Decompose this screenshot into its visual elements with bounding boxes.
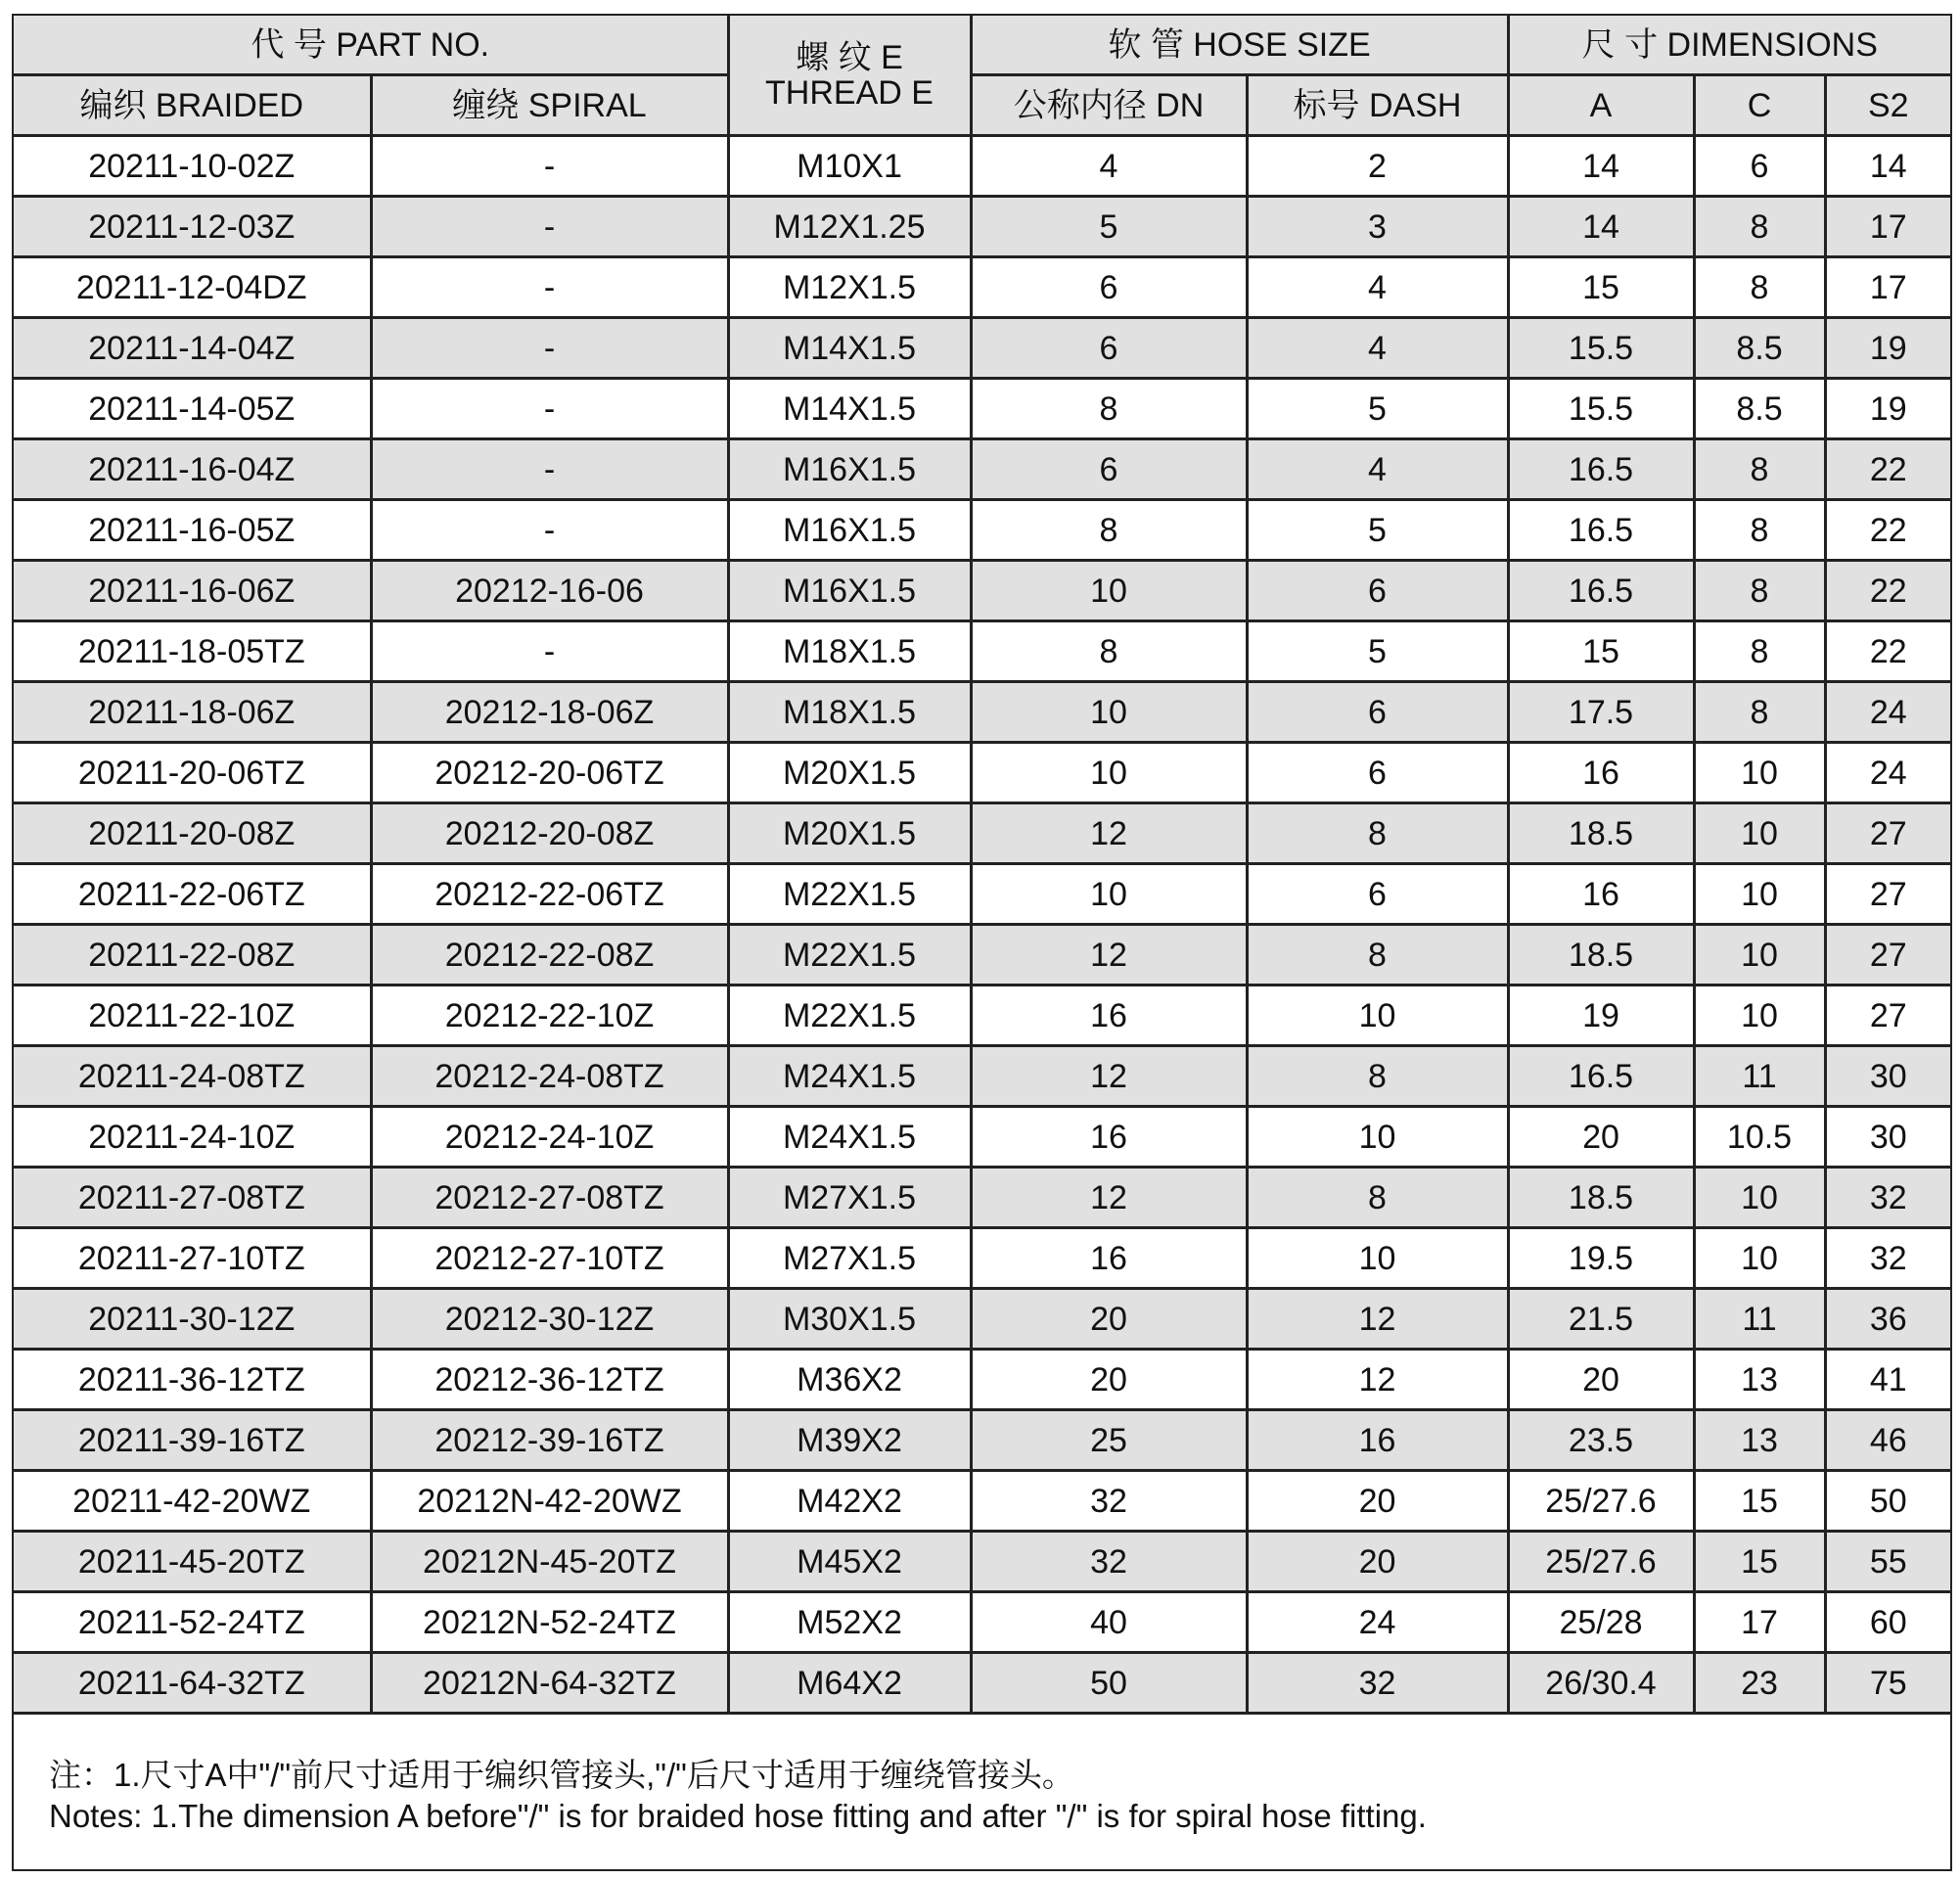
cell-dash: 6 <box>1247 743 1508 803</box>
cell-a: 16.5 <box>1508 1046 1694 1107</box>
cell-c: 8 <box>1694 561 1825 621</box>
cell-spiral: 20212-22-08Z <box>371 925 728 986</box>
cell-spiral: - <box>371 136 728 197</box>
cell-s2: 36 <box>1825 1289 1950 1350</box>
cell-braided: 20211-10-02Z <box>14 136 371 197</box>
table-row <box>14 1410 1950 1471</box>
cell-thread: M24X1.5 <box>728 1107 971 1168</box>
cell-s2: 14 <box>1825 136 1950 197</box>
note-en: Notes: 1.The dimension A before"/" is for braided hose fitting and after "/" is for spiral hose fitting. <box>49 1798 1427 1834</box>
cell-a: 16 <box>1508 864 1694 925</box>
cell-dn: 6 <box>971 318 1247 379</box>
cell-dn: 12 <box>971 803 1247 864</box>
cell-a: 20 <box>1508 1350 1694 1410</box>
cell-a: 18.5 <box>1508 1168 1694 1228</box>
cell-s2: 46 <box>1825 1410 1950 1471</box>
cell-thread: M24X1.5 <box>728 1046 971 1107</box>
cell-dash: 4 <box>1247 439 1508 500</box>
header-s2: S2 <box>1825 75 1950 136</box>
cell-thread: M10X1 <box>728 136 971 197</box>
cell-dash: 6 <box>1247 682 1508 743</box>
cell-dn: 12 <box>971 1168 1247 1228</box>
cell-dash: 4 <box>1247 318 1508 379</box>
cell-braided: 20211-12-03Z <box>14 197 371 257</box>
cell-braided: 20211-12-04DZ <box>14 257 371 318</box>
note-cn: 注：1.尺寸A中"/"前尺寸适用于编织管接头,"/"后尺寸适用于缠绕管接头。 <box>49 1757 1074 1793</box>
cell-braided: 20211-14-04Z <box>14 318 371 379</box>
cell-dash: 10 <box>1247 1107 1508 1168</box>
cell-dash: 10 <box>1247 986 1508 1046</box>
cell-braided: 20211-45-20TZ <box>14 1532 371 1592</box>
cell-c: 8 <box>1694 439 1825 500</box>
cell-braided: 20211-22-06TZ <box>14 864 371 925</box>
table-row <box>14 803 1950 864</box>
cell-braided: 20211-22-10Z <box>14 986 371 1046</box>
cell-dn: 25 <box>971 1410 1247 1471</box>
cell-s2: 50 <box>1825 1471 1950 1532</box>
cell-thread: M16X1.5 <box>728 561 971 621</box>
cell-s2: 22 <box>1825 561 1950 621</box>
cell-c: 10 <box>1694 743 1825 803</box>
table-row <box>14 1168 1950 1228</box>
header-thread-en: THREAD E <box>765 73 934 112</box>
cell-dash: 20 <box>1247 1532 1508 1592</box>
cell-s2: 19 <box>1825 318 1950 379</box>
cell-braided: 20211-18-05TZ <box>14 621 371 682</box>
cell-spiral: - <box>371 621 728 682</box>
cell-thread: M16X1.5 <box>728 500 971 561</box>
cell-spiral: - <box>371 257 728 318</box>
cell-dash: 12 <box>1247 1350 1508 1410</box>
table-row <box>14 986 1950 1046</box>
header-row-groups <box>14 16 1950 75</box>
cell-dash: 5 <box>1247 500 1508 561</box>
cell-spiral: - <box>371 318 728 379</box>
cell-c: 11 <box>1694 1289 1825 1350</box>
cell-dash: 4 <box>1247 257 1508 318</box>
table-row <box>14 439 1950 500</box>
cell-a: 15 <box>1508 621 1694 682</box>
cell-dn: 20 <box>971 1289 1247 1350</box>
cell-dn: 10 <box>971 561 1247 621</box>
cell-dash: 6 <box>1247 561 1508 621</box>
cell-s2: 22 <box>1825 439 1950 500</box>
cell-a: 18.5 <box>1508 803 1694 864</box>
cell-thread: M22X1.5 <box>728 925 971 986</box>
table-row <box>14 500 1950 561</box>
cell-dn: 8 <box>971 621 1247 682</box>
header-dash: 标号 DASH <box>1247 75 1508 136</box>
cell-thread: M14X1.5 <box>728 379 971 439</box>
cell-spiral: 20212N-64-32TZ <box>371 1653 728 1714</box>
cell-dn: 6 <box>971 439 1247 500</box>
cell-spiral: 20212-24-10Z <box>371 1107 728 1168</box>
cell-a: 25/28 <box>1508 1592 1694 1653</box>
table-row <box>14 379 1950 439</box>
header-row-columns <box>14 75 1950 136</box>
table-row <box>14 1228 1950 1289</box>
cell-a: 19.5 <box>1508 1228 1694 1289</box>
cell-s2: 17 <box>1825 257 1950 318</box>
cell-s2: 75 <box>1825 1653 1950 1714</box>
table-row <box>14 1653 1950 1714</box>
cell-dash: 16 <box>1247 1410 1508 1471</box>
cell-braided: 20211-27-10TZ <box>14 1228 371 1289</box>
cell-dn: 50 <box>971 1653 1247 1714</box>
cell-thread: M36X2 <box>728 1350 971 1410</box>
cell-dash: 32 <box>1247 1653 1508 1714</box>
cell-braided: 20211-39-16TZ <box>14 1410 371 1471</box>
cell-a: 16.5 <box>1508 439 1694 500</box>
cell-c: 10.5 <box>1694 1107 1825 1168</box>
cell-c: 6 <box>1694 136 1825 197</box>
cell-spiral: 20212-24-08TZ <box>371 1046 728 1107</box>
cell-dash: 3 <box>1247 197 1508 257</box>
cell-braided: 20211-30-12Z <box>14 1289 371 1350</box>
cell-a: 16.5 <box>1508 500 1694 561</box>
cell-c: 8 <box>1694 621 1825 682</box>
table-row <box>14 257 1950 318</box>
cell-a: 26/30.4 <box>1508 1653 1694 1714</box>
cell-a: 16 <box>1508 743 1694 803</box>
cell-dn: 6 <box>971 257 1247 318</box>
cell-braided: 20211-18-06Z <box>14 682 371 743</box>
cell-a: 19 <box>1508 986 1694 1046</box>
cell-braided: 20211-42-20WZ <box>14 1471 371 1532</box>
cell-s2: 41 <box>1825 1350 1950 1410</box>
spec-sheet <box>12 14 1952 1871</box>
table-header <box>14 16 1950 136</box>
cell-thread: M20X1.5 <box>728 803 971 864</box>
cell-thread: M27X1.5 <box>728 1168 971 1228</box>
cell-c: 13 <box>1694 1410 1825 1471</box>
cell-c: 10 <box>1694 1168 1825 1228</box>
table-row <box>14 743 1950 803</box>
cell-spiral: 20212-39-16TZ <box>371 1410 728 1471</box>
cell-spiral: 20212-27-08TZ <box>371 1168 728 1228</box>
cell-thread: M16X1.5 <box>728 439 971 500</box>
cell-dash: 20 <box>1247 1471 1508 1532</box>
cell-thread: M22X1.5 <box>728 864 971 925</box>
cell-c: 10 <box>1694 986 1825 1046</box>
cell-braided: 20211-20-06TZ <box>14 743 371 803</box>
cell-dash: 5 <box>1247 621 1508 682</box>
table-row <box>14 1471 1950 1532</box>
cell-dash: 10 <box>1247 1228 1508 1289</box>
cell-c: 17 <box>1694 1592 1825 1653</box>
cell-a: 15.5 <box>1508 379 1694 439</box>
cell-dash: 8 <box>1247 925 1508 986</box>
cell-braided: 20211-27-08TZ <box>14 1168 371 1228</box>
table-row <box>14 1532 1950 1592</box>
cell-c: 10 <box>1694 803 1825 864</box>
cell-dn: 32 <box>971 1471 1247 1532</box>
cell-spiral: 20212-36-12TZ <box>371 1350 728 1410</box>
cell-spiral: 20212-22-10Z <box>371 986 728 1046</box>
cell-dash: 8 <box>1247 1168 1508 1228</box>
cell-dn: 8 <box>971 500 1247 561</box>
table-row <box>14 1046 1950 1107</box>
header-hose-size: 软 管 HOSE SIZE <box>971 16 1508 75</box>
cell-braided: 20211-20-08Z <box>14 803 371 864</box>
cell-dn: 20 <box>971 1350 1247 1410</box>
header-part-no: 代 号 PART NO. <box>14 16 728 75</box>
cell-thread: M18X1.5 <box>728 621 971 682</box>
cell-spiral: 20212-18-06Z <box>371 682 728 743</box>
cell-dn: 10 <box>971 743 1247 803</box>
cell-s2: 32 <box>1825 1168 1950 1228</box>
table-row <box>14 682 1950 743</box>
cell-c: 8 <box>1694 682 1825 743</box>
cell-s2: 17 <box>1825 197 1950 257</box>
header-dimensions: 尺 寸 DIMENSIONS <box>1508 16 1950 75</box>
cell-dash: 8 <box>1247 1046 1508 1107</box>
cell-dn: 16 <box>971 986 1247 1046</box>
cell-s2: 19 <box>1825 379 1950 439</box>
cell-dn: 5 <box>971 197 1247 257</box>
header-braided: 编织 BRAIDED <box>14 75 371 136</box>
cell-s2: 24 <box>1825 743 1950 803</box>
table-body <box>14 136 1950 1714</box>
cell-dash: 5 <box>1247 379 1508 439</box>
cell-spiral: 20212-22-06TZ <box>371 864 728 925</box>
cell-a: 14 <box>1508 136 1694 197</box>
cell-braided: 20211-52-24TZ <box>14 1592 371 1653</box>
cell-braided: 20211-16-05Z <box>14 500 371 561</box>
cell-s2: 27 <box>1825 803 1950 864</box>
cell-spiral: - <box>371 379 728 439</box>
cell-thread: M39X2 <box>728 1410 971 1471</box>
cell-braided: 20211-24-08TZ <box>14 1046 371 1107</box>
header-thread-cn: 螺 纹 E <box>796 38 903 76</box>
cell-s2: 55 <box>1825 1532 1950 1592</box>
cell-s2: 27 <box>1825 925 1950 986</box>
cell-thread: M14X1.5 <box>728 318 971 379</box>
cell-a: 16.5 <box>1508 561 1694 621</box>
table-row <box>14 197 1950 257</box>
cell-dn: 8 <box>971 379 1247 439</box>
cell-braided: 20211-16-06Z <box>14 561 371 621</box>
cell-c: 8 <box>1694 257 1825 318</box>
cell-dash: 12 <box>1247 1289 1508 1350</box>
header-dn: 公称内径 DN <box>971 75 1247 136</box>
cell-c: 15 <box>1694 1532 1825 1592</box>
cell-c: 23 <box>1694 1653 1825 1714</box>
cell-thread: M30X1.5 <box>728 1289 971 1350</box>
cell-braided: 20211-16-04Z <box>14 439 371 500</box>
cell-s2: 22 <box>1825 500 1950 561</box>
notes <box>49 1755 1908 1837</box>
cell-c: 13 <box>1694 1350 1825 1410</box>
cell-braided: 20211-22-08Z <box>14 925 371 986</box>
header-spiral: 缠绕 SPIRAL <box>371 75 728 136</box>
table-row <box>14 1107 1950 1168</box>
cell-c: 15 <box>1694 1471 1825 1532</box>
cell-thread: M22X1.5 <box>728 986 971 1046</box>
cell-braided: 20211-14-05Z <box>14 379 371 439</box>
cell-s2: 27 <box>1825 864 1950 925</box>
cell-s2: 27 <box>1825 986 1950 1046</box>
cell-braided: 20211-64-32TZ <box>14 1653 371 1714</box>
cell-dn: 12 <box>971 1046 1247 1107</box>
table-row <box>14 1592 1950 1653</box>
cell-a: 14 <box>1508 197 1694 257</box>
table-row <box>14 925 1950 986</box>
table-row <box>14 864 1950 925</box>
table-row <box>14 1350 1950 1410</box>
cell-a: 21.5 <box>1508 1289 1694 1350</box>
cell-a: 25/27.6 <box>1508 1471 1694 1532</box>
cell-a: 18.5 <box>1508 925 1694 986</box>
cell-thread: M12X1.5 <box>728 257 971 318</box>
cell-c: 8.5 <box>1694 318 1825 379</box>
cell-dn: 10 <box>971 682 1247 743</box>
cell-braided: 20211-36-12TZ <box>14 1350 371 1410</box>
cell-thread: M64X2 <box>728 1653 971 1714</box>
cell-dash: 8 <box>1247 803 1508 864</box>
cell-spiral: 20212N-45-20TZ <box>371 1532 728 1592</box>
cell-spiral: 20212-16-06 <box>371 561 728 621</box>
cell-dn: 16 <box>971 1107 1247 1168</box>
cell-thread: M12X1.25 <box>728 197 971 257</box>
cell-spiral: 20212N-52-24TZ <box>371 1592 728 1653</box>
cell-thread: M20X1.5 <box>728 743 971 803</box>
table-row <box>14 561 1950 621</box>
cell-a: 17.5 <box>1508 682 1694 743</box>
cell-spiral: - <box>371 197 728 257</box>
cell-s2: 22 <box>1825 621 1950 682</box>
cell-spiral: 20212-27-10TZ <box>371 1228 728 1289</box>
header-a: A <box>1508 75 1694 136</box>
cell-braided: 20211-24-10Z <box>14 1107 371 1168</box>
cell-dn: 4 <box>971 136 1247 197</box>
cell-a: 25/27.6 <box>1508 1532 1694 1592</box>
dimensions-table <box>14 16 1950 1715</box>
table-row <box>14 1289 1950 1350</box>
cell-spiral: 20212-30-12Z <box>371 1289 728 1350</box>
cell-a: 15.5 <box>1508 318 1694 379</box>
cell-thread: M27X1.5 <box>728 1228 971 1289</box>
table-row <box>14 621 1950 682</box>
header-c: C <box>1694 75 1825 136</box>
cell-c: 11 <box>1694 1046 1825 1107</box>
cell-thread: M45X2 <box>728 1532 971 1592</box>
cell-s2: 60 <box>1825 1592 1950 1653</box>
cell-thread: M52X2 <box>728 1592 971 1653</box>
table-row <box>14 136 1950 197</box>
cell-dash: 2 <box>1247 136 1508 197</box>
cell-c: 8 <box>1694 197 1825 257</box>
cell-s2: 24 <box>1825 682 1950 743</box>
header-thread <box>728 16 971 136</box>
cell-c: 10 <box>1694 864 1825 925</box>
cell-thread: M18X1.5 <box>728 682 971 743</box>
cell-a: 15 <box>1508 257 1694 318</box>
cell-s2: 32 <box>1825 1228 1950 1289</box>
cell-dn: 10 <box>971 864 1247 925</box>
cell-a: 23.5 <box>1508 1410 1694 1471</box>
cell-c: 10 <box>1694 1228 1825 1289</box>
cell-thread: M42X2 <box>728 1471 971 1532</box>
cell-s2: 30 <box>1825 1046 1950 1107</box>
cell-s2: 30 <box>1825 1107 1950 1168</box>
cell-spiral: 20212-20-06TZ <box>371 743 728 803</box>
cell-c: 8 <box>1694 500 1825 561</box>
cell-dn: 40 <box>971 1592 1247 1653</box>
cell-c: 10 <box>1694 925 1825 986</box>
cell-spiral: - <box>371 439 728 500</box>
cell-dn: 12 <box>971 925 1247 986</box>
cell-spiral: 20212N-42-20WZ <box>371 1471 728 1532</box>
table-row <box>14 318 1950 379</box>
cell-dn: 32 <box>971 1532 1247 1592</box>
cell-dn: 16 <box>971 1228 1247 1289</box>
cell-dash: 24 <box>1247 1592 1508 1653</box>
cell-c: 8.5 <box>1694 379 1825 439</box>
cell-a: 20 <box>1508 1107 1694 1168</box>
cell-dash: 6 <box>1247 864 1508 925</box>
cell-spiral: 20212-20-08Z <box>371 803 728 864</box>
cell-spiral: - <box>371 500 728 561</box>
